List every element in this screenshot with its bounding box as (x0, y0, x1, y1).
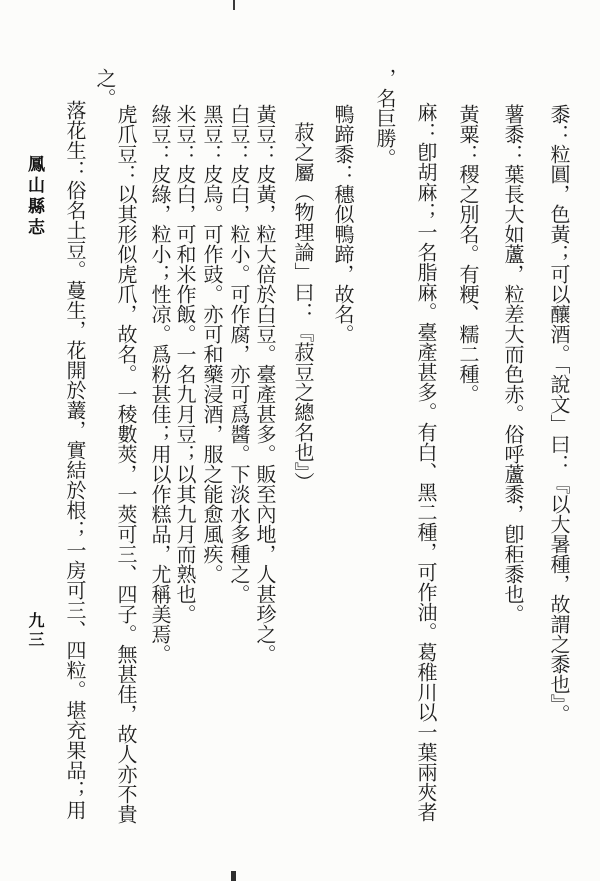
registration-mark-top (233, 0, 235, 10)
text-column-huzhuadou-continuation: 之。 (93, 68, 115, 108)
text-column-shu: 黍：粒圓，色黃；可以釀酒。「說文」曰：『以大暑種，故謂之黍也』。 (547, 104, 569, 724)
text-column-ma-continuation: ，名巨勝。 (373, 68, 395, 168)
section-heading-legumes: 菽之屬（物理論」曰：『菽豆之總名也』） (291, 122, 313, 492)
text-column-yatishu: 鴨蹄黍：穗似鴨蹄，故名。 (331, 104, 353, 344)
registration-mark-bottom (231, 871, 236, 881)
text-column-shushu: 薯黍：葉長大如蘆，粒差大而色赤。俗呼蘆黍，卽秬黍也。 (501, 104, 523, 624)
text-column-midou: 米豆：皮白，可和米作飯。一名九月豆；以其九月而熟也。 (173, 104, 195, 624)
text-column-huangdou: 黃豆：皮黃，粒大倍於白豆。臺產甚多。販至內地，人甚珍之。 (253, 104, 275, 664)
text-column-baidou: 白豆：皮白，粒小。可作腐，亦可爲醬。下淡水多種之。 (227, 104, 249, 604)
text-column-lvdou: 綠豆：皮綠，粒小；性凉。爲粉甚佳；用以作糕品，尤稱美焉。 (148, 104, 170, 664)
book-title: 鳳山縣志 (25, 155, 44, 239)
page-number: 九三 (26, 612, 43, 650)
text-column-heidou: 黑豆：皮烏。可作豉。亦可和藥浸酒，服之能愈風疾。 (200, 104, 222, 584)
text-column-huzhuadou: 虎爪豆：以其形似虎爪，故名。一稜數莢，一莢可三、四子。無甚佳，故人亦不貴 (114, 104, 136, 824)
text-column-ma: 麻：卽胡麻；一名脂麻。臺產甚多。有白、黑二種，可作油。葛稚川以一葉兩夾者 (414, 102, 436, 822)
text-column-huangsu: 黃粟：稷之別名。有粳、糯二種。 (456, 104, 478, 404)
text-column-luohuasheng: 落花生：俗名土豆。蔓生，花開於䕺，實結於根；一房可三、四粒。堪充果品；用 (63, 100, 85, 820)
